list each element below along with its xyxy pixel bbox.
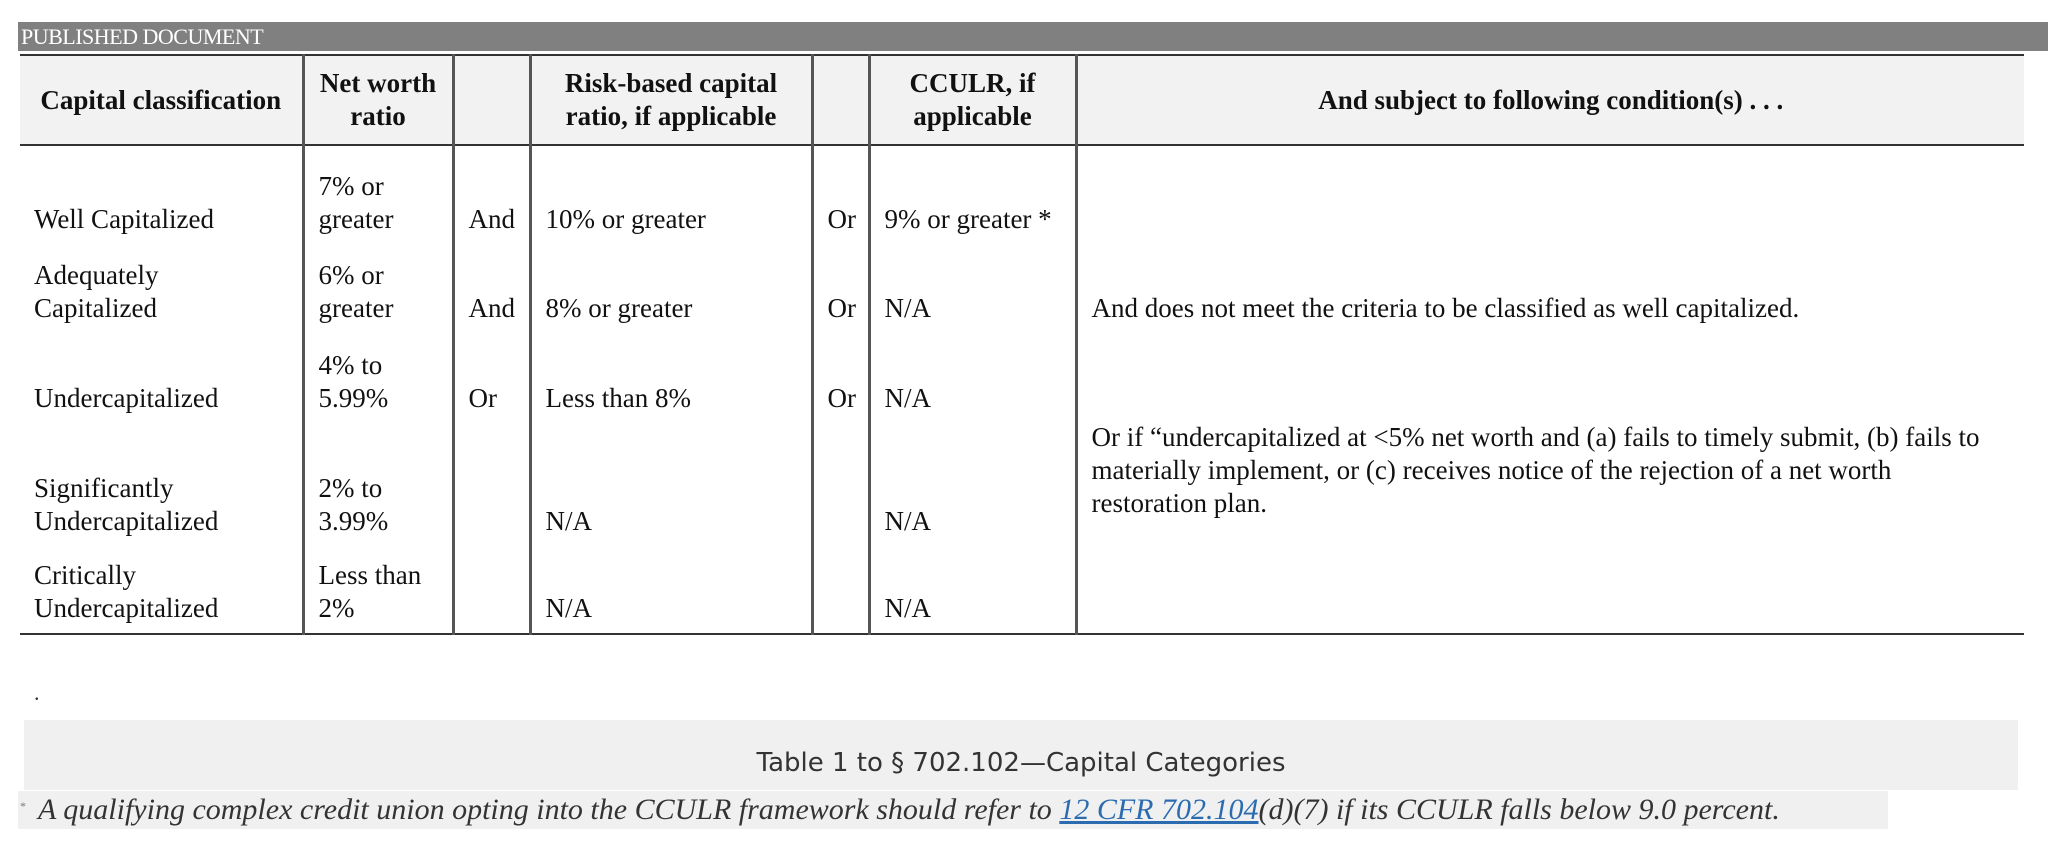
cell-ccular: N/A [869, 421, 1076, 544]
cell-net-worth: 7% or greater [303, 145, 453, 241]
capital-categories-table [20, 54, 2024, 635]
table-row [20, 421, 2024, 544]
cell-conjunction-2 [812, 544, 869, 634]
cell-classification: Adequately Capitalized [20, 241, 303, 331]
cell-risk-based: N/A [530, 544, 812, 634]
header-blank-2 [812, 55, 869, 145]
footnote [18, 791, 1888, 829]
cell-classification: Undercapitalized [20, 331, 303, 421]
header-net-worth-ratio: Net worth ratio [303, 55, 453, 145]
cell-ccular: 9% or greater * [869, 145, 1076, 241]
table-caption-text: Table 1 to § 702.102—Capital Categories [756, 748, 1286, 778]
footnote-marker: * [20, 799, 26, 813]
cell-risk-based: Less than 8% [530, 331, 812, 421]
cfr-702-104-link[interactable]: 12 CFR 702.104 [1059, 793, 1259, 826]
table-header-row [20, 55, 2024, 145]
table-row [20, 544, 2024, 634]
cell-condition [1076, 331, 2024, 421]
cell-ccular: N/A [869, 331, 1076, 421]
header-conditions: And subject to following condition(s) . . . [1076, 55, 2024, 145]
cell-conjunction-1: Or [453, 331, 530, 421]
table-caption [24, 720, 2018, 790]
cell-conjunction-1: And [453, 145, 530, 241]
cell-net-worth: 2% to 3.99% [303, 421, 453, 544]
published-document-banner: PUBLISHED DOCUMENT [18, 22, 2048, 51]
cell-net-worth: Less than 2% [303, 544, 453, 634]
cell-conjunction-2: Or [812, 241, 869, 331]
cell-net-worth: 6% or greater [303, 241, 453, 331]
footnote-text-before: A qualifying complex credit union opting into the CCULR framework should refer to [38, 793, 1060, 826]
cell-conjunction-1: And [453, 241, 530, 331]
cell-conjunction-1 [453, 544, 530, 634]
header-ccular: CCULR, if applicable [869, 55, 1076, 145]
cell-classification: Critically Undercapitalized [20, 544, 303, 634]
cell-classification: Well Capitalized [20, 145, 303, 241]
table-row [20, 331, 2024, 421]
cell-condition: And does not meet the criteria to be classified as well capitalized. [1091, 293, 1800, 323]
cell-classification: Significantly Undercapitalized [20, 421, 303, 544]
table-row [20, 145, 2024, 241]
cell-risk-based: 8% or greater [530, 241, 812, 331]
cell-risk-based: N/A [530, 421, 812, 544]
header-risk-based-capital-ratio: Risk-based capital ratio, if applicable [530, 55, 812, 145]
table-row [20, 241, 2024, 331]
cell-conjunction-2 [812, 421, 869, 544]
cell-net-worth: 4% to 5.99% [303, 331, 453, 421]
separator-dot: . [34, 680, 40, 705]
cell-conjunction-2: Or [812, 331, 869, 421]
header-blank-1 [453, 55, 530, 145]
cell-conjunction-2: Or [812, 145, 869, 241]
cell-condition: Or if “undercapitalized at <5% net worth and (a) fails to timely submit, (b) fails to materially implement, or (c) receives notice of the rejection of a net worth restoration plan. [1091, 422, 1980, 518]
cell-conjunction-1 [453, 421, 530, 544]
cell-condition [1076, 145, 2024, 241]
cell-ccular: N/A [869, 241, 1076, 331]
header-capital-classification: Capital classification [20, 55, 303, 145]
cell-condition [1076, 544, 2024, 634]
capital-categories-table-container [20, 54, 2024, 635]
cell-risk-based: 10% or greater [530, 145, 812, 241]
cell-ccular: N/A [869, 544, 1076, 634]
footnote-text-after: (d)(7) if its CCULR falls below 9.0 percent. [1258, 793, 1780, 826]
